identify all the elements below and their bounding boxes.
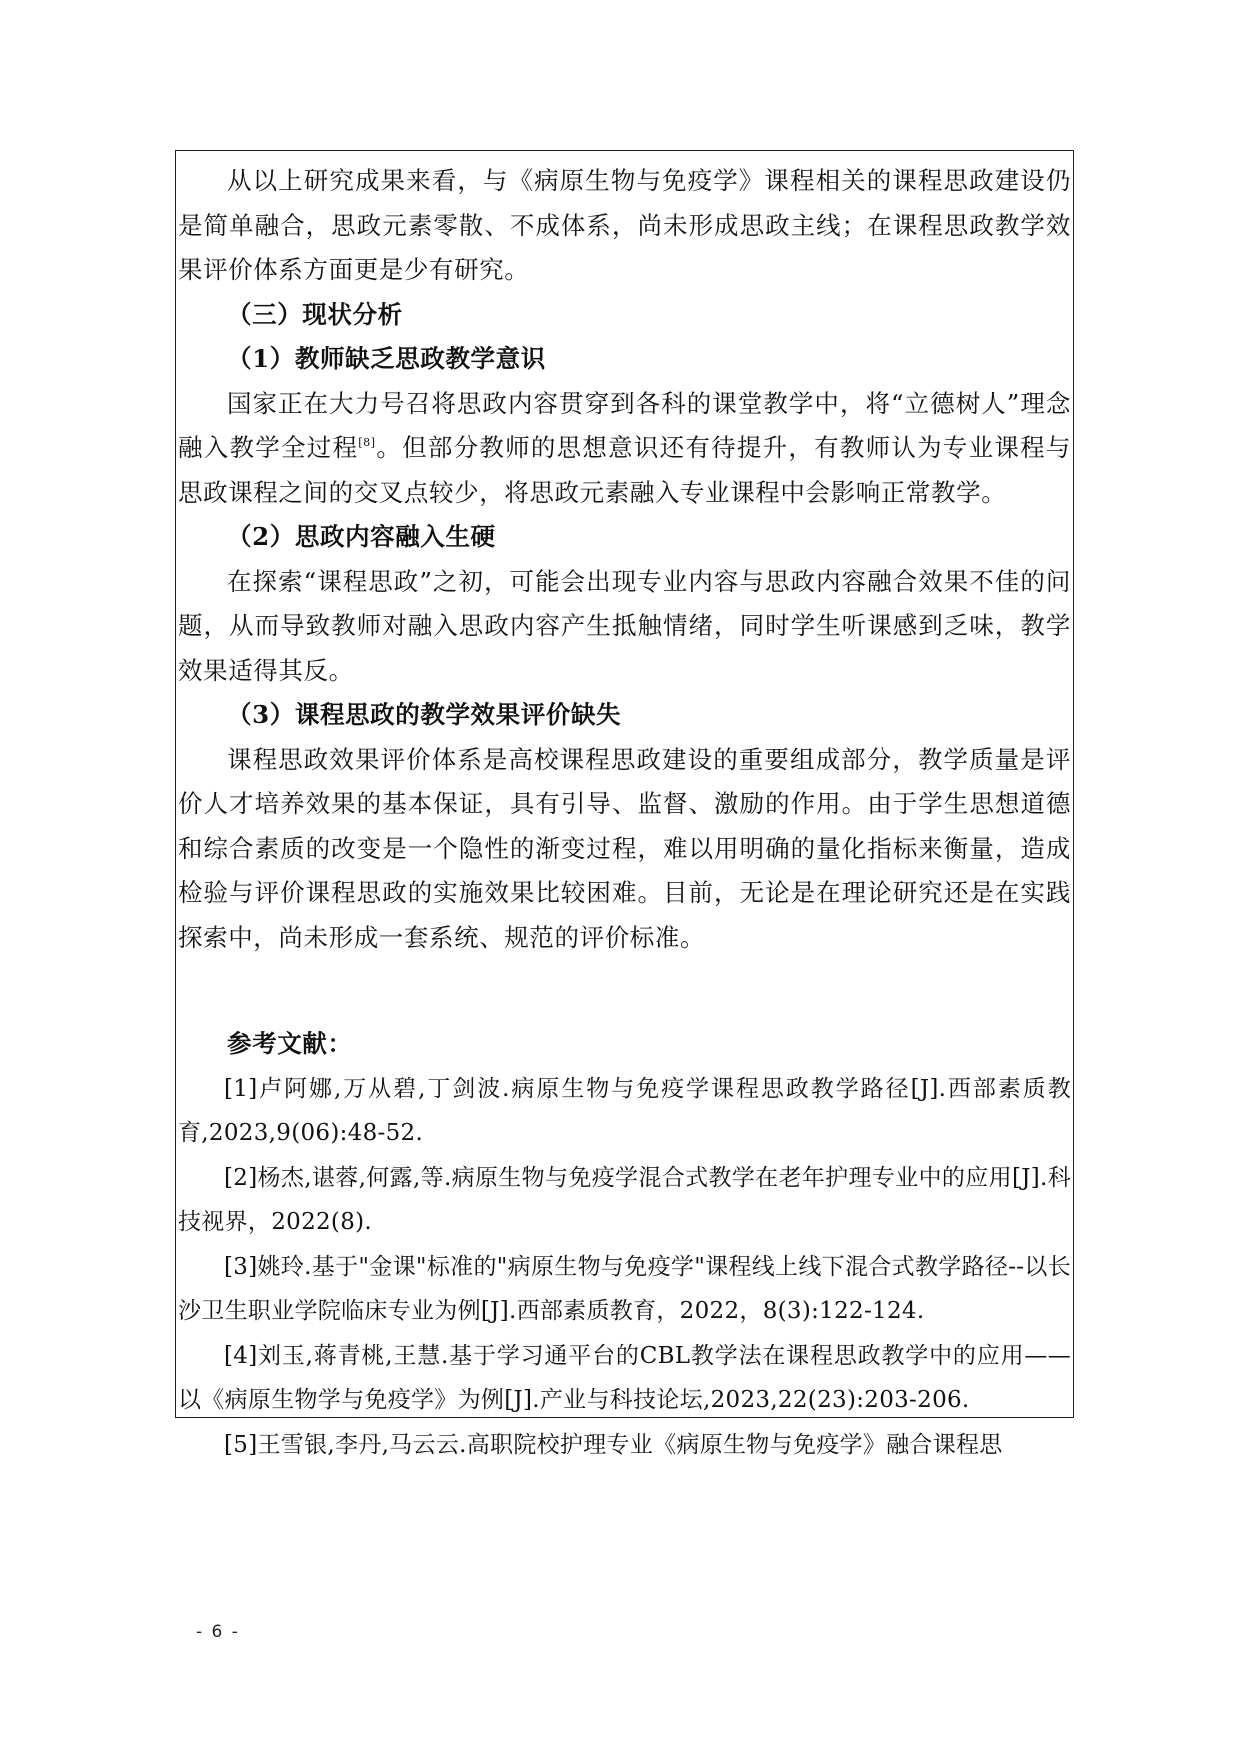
subheading-evaluation-missing: （3）课程思政的教学效果评价缺失: [227, 700, 622, 729]
intro-paragraph: 从以上研究成果来看，与《病原生物与免疫学》课程相关的课程思政建设仍是简单融合，思政元素零散、不成体系，尚未形成思政主线；在课程思政教学效果评价体系方面更是少有研究。: [178, 166, 1071, 284]
reference-item: [3]姚玲.基于"金课"标准的"病原生物与免疫学"课程线上线下混合式教学路径--以长沙卫生职业学院临床专业为例[J].西部素质教育，2022，8(3):122-124.: [178, 1253, 1071, 1324]
reference-item: [4]刘玉,蒋青桃,王慧.基于学习通平台的CBL教学法在课程思政教学中的应用——以《病原生物学与免疫学》为例[J].产业与科技论坛,2023,22(23):203-206.: [178, 1342, 1071, 1413]
paragraph-text-part: 。但部分教师的思想意识还有待提升，有教师认为专业课程与思政课程之间的交叉点较少，将思政元素融入专业课程中会影响正常教学。: [178, 433, 1072, 507]
reference-list: [176, 1067, 1073, 1468]
paragraph-teacher-awareness: [176, 382, 1073, 516]
reference-item: [2]杨杰,谌蓉,何露,等.病原生物与免疫学混合式教学在老年护理专业中的应用[J].科技视界，2022(8).: [178, 1164, 1071, 1235]
section-heading-status-analysis: （三）现状分析: [227, 299, 403, 329]
page-number: - 6 -: [196, 1622, 240, 1642]
reference-item: [1]卢阿娜,万从碧,丁剑波.病原生物与免疫学课程思政教学路径[J].西部素质教育,2023,9(06):48-52.: [178, 1075, 1071, 1146]
citation-marker: [8]: [358, 436, 376, 449]
content-table-cell: [175, 150, 1074, 1458]
reference-item: [5]王雪银,李丹,马云云.高职院校护理专业《病原生物与免疫学》融合课程思: [224, 1431, 1003, 1458]
document-body: [176, 159, 1073, 1467]
subheading-teacher-awareness: （1）教师缺乏思政教学意识: [227, 344, 546, 373]
subheading-content-integration: （2）思政内容融入生硬: [227, 522, 496, 551]
paragraph-content-integration: 在探索“课程思政”之初，可能会出现专业内容与思政内容融合效果不佳的问题，从而导致教师对融入思政内容产生抵触情绪，同时学生听课感到乏味，教学效果适得其反。: [178, 566, 1071, 685]
paragraph-evaluation-missing: 课程思政效果评价体系是高校课程思政建设的重要组成部分，教学质量是评价人才培养效果的基本保证，具有引导、监督、激励的作用。由于学生思想道德和综合素质的改变是一个隐性的渐变过程，难以用明确的量化指标来衡量，造成检验与评价课程思政的实施效果比较困难。目前，无论是在理论研究还是在实践探索中，尚未形成一套系统、规范的评价标准。: [178, 744, 1071, 952]
references-title: 参考文献：: [227, 1029, 353, 1058]
paragraph-text-part: 国家正在大力号召将思政内容贯穿到各科的课堂教学中，将“立德树人”理念融入教学全过程: [178, 388, 1071, 462]
